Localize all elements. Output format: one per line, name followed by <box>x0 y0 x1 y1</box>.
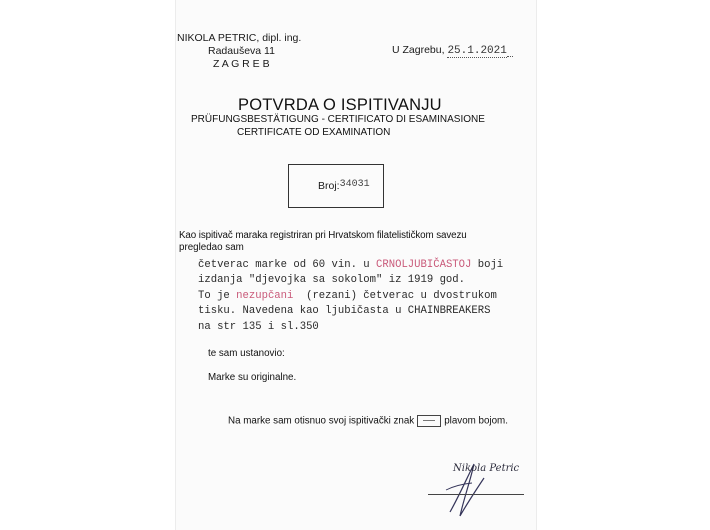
date-value: 25.1.2021 <box>447 45 507 57</box>
description-line-2: izdanja "djevojka sa sokolom" iz 1919 god. <box>198 274 466 286</box>
color-name: CRNOLJUBIČASTOJ <box>376 259 472 271</box>
number-label: Broj: <box>318 180 340 192</box>
stamp-note: Na marke sam otisnuo svoj ispitivački znak plavom bojom. <box>228 415 508 427</box>
description-line-3: To je nezupčani (rezani) četverac u dvostrukom <box>198 290 497 302</box>
description-line-1: četverac marke od 60 vin. u CRNOLJUBIČASTOJ boji <box>198 259 504 271</box>
place-label: U Zagrebu, <box>392 44 445 56</box>
description-line-4: tisku. Navedena kao ljubičasta u CHAINBREAKERS <box>198 305 491 317</box>
signature-name: Nikola Petric <box>453 463 520 474</box>
number-field <box>318 180 370 193</box>
signature-scrawl <box>440 450 520 520</box>
certificate-subtitle-2: CERTIFICATE OD EXAMINATION <box>237 127 391 138</box>
certificate-title: POTVRDA O ISPITIVANJU <box>238 96 442 114</box>
imperforate-word: nezupčani <box>236 290 294 302</box>
findings-result: Marke su originalne. <box>208 372 297 383</box>
number-value: 34031 <box>339 179 370 190</box>
sender-city: Z A G R E B <box>213 58 270 70</box>
description-line-5: na str 135 i sl.350 <box>198 321 319 333</box>
sender-street: Radauševa 11 <box>208 45 275 57</box>
place-date <box>392 44 513 58</box>
findings-label: te sam ustanovio: <box>208 348 285 359</box>
sender-name: NIKOLA PETRIC, dipl. ing. <box>177 32 302 44</box>
examiner-mark <box>417 415 441 427</box>
signature-line <box>428 494 524 495</box>
intro-line-1: Kao ispitivač maraka registriran pri Hrvatskom filatelističkom savezu <box>179 230 467 241</box>
intro-line-2: pregledao sam <box>179 242 244 253</box>
certificate-subtitle-1: PRÜFUNGSBESTÄTIGUNG - CERTIFICATO DI ESAMINASIONE <box>191 114 485 125</box>
